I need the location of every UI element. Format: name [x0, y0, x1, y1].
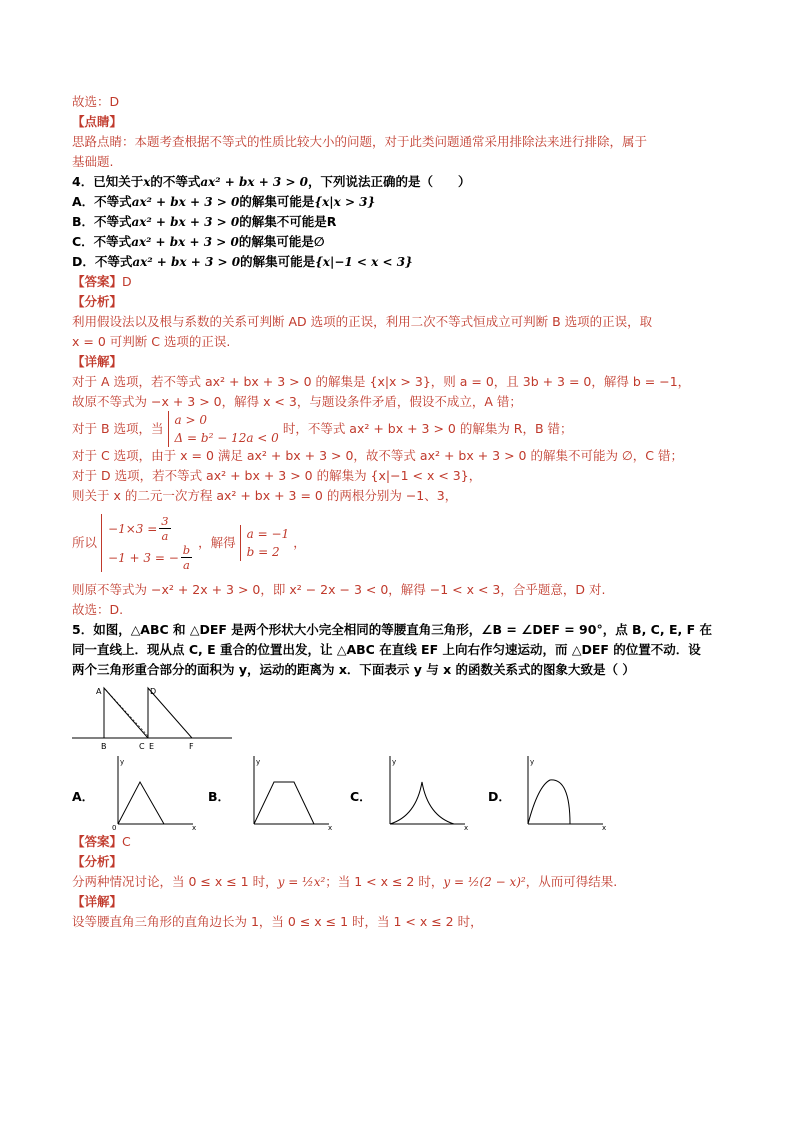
comment-line-2: 基础题. [72, 154, 114, 169]
q5-answer: 【答案】C [72, 834, 131, 849]
q5-detail-1: 设等腰直角三角形的直角边长为 1，当 0 ≤ x ≤ 1 时，当 1 < x ≤ 2 时， [72, 914, 483, 929]
q4-detail-tag: 【详解】 [72, 354, 123, 369]
label-b: B [101, 742, 107, 751]
svg-text:x: x [602, 824, 607, 832]
q4-detail-1: 对于 A 选项，若不等式 ax² + bx + 3 > 0 的解集是 {x|x > 3}，则 a = 0，且 3b + 3 = 0，解得 b = −1， [72, 374, 691, 389]
comment-tag: 【点睛】 [72, 114, 123, 129]
label-d: D [150, 687, 157, 696]
q4-final: 故选：D. [72, 602, 124, 617]
svg-text:x: x [464, 824, 469, 832]
q5-option-d: D． y x [488, 758, 607, 832]
q5-option-c: C． y x [350, 758, 469, 832]
q5-stem-1: 5．如图，△ABC 和 △DEF 是两个形状大小完全相同的等腰直角三角形，∠B = ∠DEF = 90°，点 B, C, E, F 在 [72, 622, 712, 637]
q4-option-b: B．不等式ax² + bx + 3 > 0的解集不可能是R [72, 214, 337, 229]
label-a: A [96, 687, 102, 696]
q4-solution-d: a = −1 b = 2 [240, 525, 290, 561]
q5-option-a: A． y 0 x [72, 758, 197, 832]
q4-detail-8: 则原不等式为 −x² + 2x + 3 > 0，即 x² − 2x − 3 < 0，解得 −1 < x < 3，合乎题意，D 对. [72, 582, 606, 597]
label-f: F [189, 742, 194, 751]
q4-analysis-2: x = 0 可判断 C 选项的正误. [72, 334, 231, 349]
q4-analysis-1: 利用假设法以及根与系数的关系可判断 AD 选项的正误，利用二次不等式恒成立可判断 B 选项的正误，取 [72, 314, 653, 329]
q4-option-c: C．不等式ax² + bx + 3 > 0的解集可能是∅ [72, 234, 325, 249]
q4-system-d: −1×3 = $\frac{3}{a}$ −1 + 3 = − $\frac{b}{a}$ [101, 514, 194, 572]
q4-answer: 【答案】D [72, 274, 132, 289]
svg-text:y: y [256, 758, 261, 766]
q4-detail-4: 对于 C 选项，由于 x = 0 满足 ax² + bx + 3 > 0，故不等式 ax² + bx + 3 > 0 的解集不可能为 ∅，C 错； [72, 448, 684, 463]
q5-options-row [72, 752, 722, 832]
q4-detail-2: 故原不等式为 −x + 3 > 0，解得 x < 3，与题设条件矛盾，假设不成立，A 错； [72, 394, 522, 409]
q5-triangle-figure [72, 680, 722, 752]
q4-stem: 4．已知关于x的不等式ax² + bx + 3 > 0，下列说法正确的是（ ） [72, 174, 471, 189]
label-e: E [149, 742, 155, 751]
svg-text:y: y [530, 758, 535, 766]
q4-detail-7: 所以 −1×3 = $\frac{3}{a}$ −1 + 3 = − $\frac{b}{a}$ ，解得 a = −1 b = 2 ， [72, 514, 306, 572]
q4-detail-6: 则关于 x 的二元一次方程 ax² + bx + 3 = 0 的两根分别为 −1、3， [72, 488, 458, 503]
svg-text:y: y [392, 758, 397, 766]
q4-detail-3: 对于 B 选项，当 a > 0 Δ = b² − 12a < 0 时，不等式 ax² + bx + 3 > 0 的解集为 R，B 错； [72, 413, 573, 445]
label-c: C [139, 742, 145, 751]
svg-text:x: x [192, 824, 197, 832]
q4-detail-5: 对于 D 选项，若不等式 ax² + bx + 3 > 0 的解集为 {x|−1 < x < 3}， [72, 468, 482, 483]
q5-detail-tag: 【详解】 [72, 894, 123, 909]
q4-system-b: a > 0 Δ = b² − 12a < 0 [168, 411, 279, 447]
q5-stem-2: 同一直线上．现从点 C, E 重合的位置出发，让 △ABC 在直线 EF 上向右作匀速运动，而 △DEF 的位置不动．设 [72, 642, 701, 657]
q5-analysis-tag: 【分析】 [72, 854, 123, 869]
prev-answer-line: 故选：D [72, 94, 120, 109]
svg-text:0: 0 [112, 824, 117, 832]
q4-option-a: A．不等式ax² + bx + 3 > 0的解集可能是{x|x > 3} [72, 194, 376, 209]
q4-analysis-tag: 【分析】 [72, 294, 123, 309]
q5-stem-3: 两个三角形重合部分的面积为 y，运动的距离为 x．下面表示 y 与 x 的函数关系式的图象大致是（ ） [72, 662, 635, 677]
comment-line-1: 思路点睛：本题考查根据不等式的性质比较大小的问题，对于此类问题通常采用排除法来进行排除，属于 [72, 134, 648, 149]
q5-option-b: B． y x [208, 758, 333, 832]
document-page [72, 92, 722, 932]
q4-option-d: D．不等式ax² + bx + 3 > 0的解集可能是{x|−1 < x < 3} [72, 254, 413, 269]
q5-analysis: 分两种情况讨论，当 0 ≤ x ≤ 1 时，y = ½x²；当 1 < x ≤ 2 时，y = ½(2 − x)²，从而可得结果. [72, 874, 618, 889]
svg-text:x: x [328, 824, 333, 832]
svg-text:y: y [120, 758, 125, 766]
